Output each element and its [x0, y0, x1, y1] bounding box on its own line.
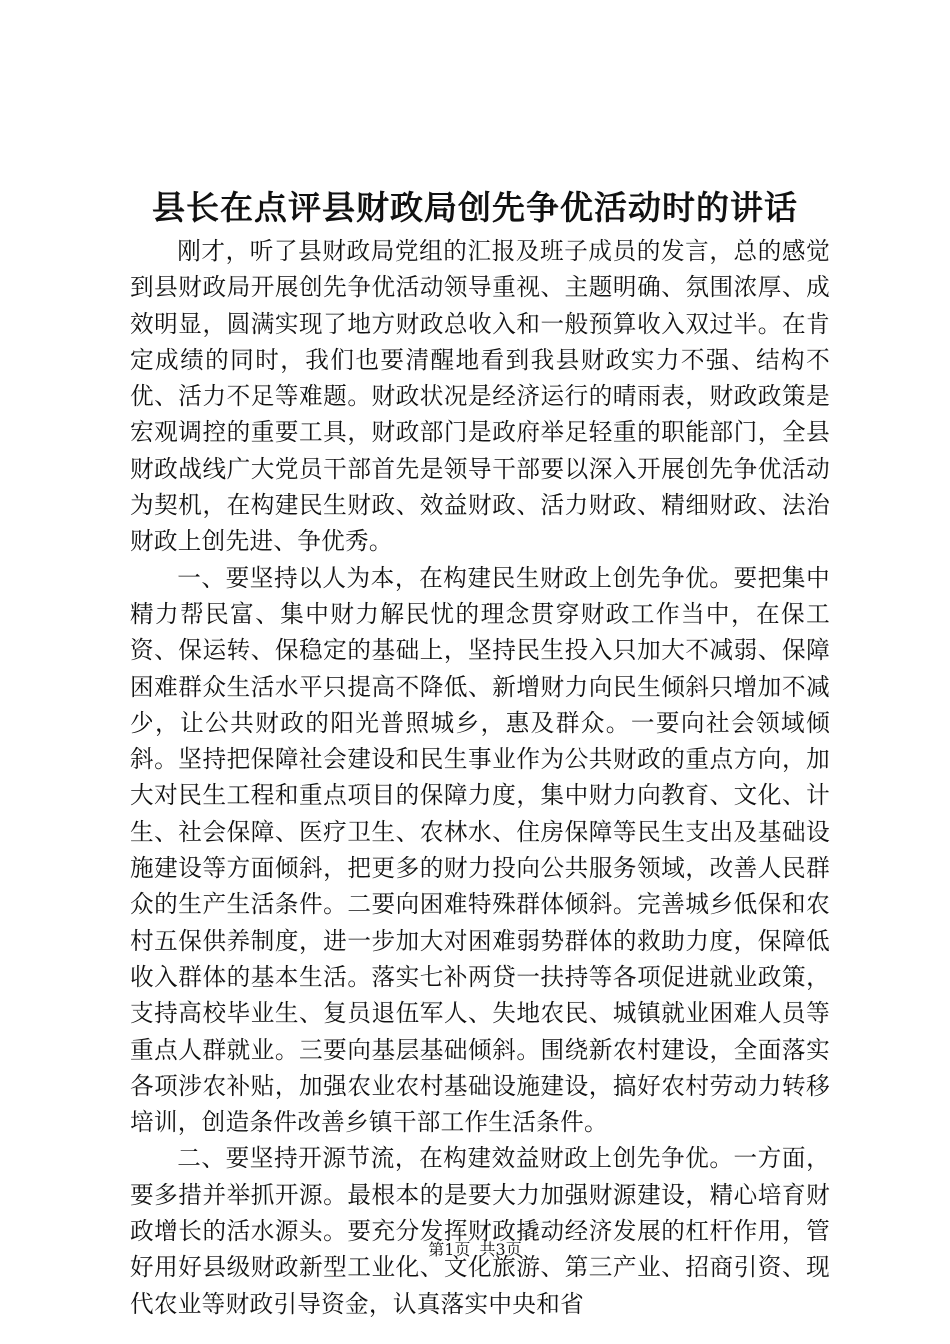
paragraph-intro: 刚才，听了县财政局党组的汇报及班子成员的发言，总的感觉到县财政局开展创先争优活动领导重视、主题明确、氛围浓厚、成效明显，圆满实现了地方财政总收入和一般预算收入双过半。在肯定成绩的同时，我们也要清醒地看到我县财政实力不强、结构不优、活力不足等难题。财政状况是经济运行的晴雨表，财政政策是宏观调控的重要工具，财政部门是政府举足轻重的职能部门，全县财政战线广大党员干部首先是领导干部要以深入开展创先争优活动为契机，在构建民生财政、效益财政、活力财政、精细财政、法治财政上创先进、争优秀。	[130, 237, 830, 556]
document-body	[130, 233, 830, 1322]
paragraph-section-one: 一、要坚持以人为本，在构建民生财政上创先争优。要把集中精力帮民富、集中财力解民忧的理念贯穿财政工作当中，在保工资、保运转、保稳定的基础上，坚持民生投入只加大不减弱、保障困难群众生活水平只提高不降低、新增财力向民生倾斜只增加不减少，让公共财政的阳光普照城乡，惠及群众。一要向社会领域倾斜。坚持把保障社会建设和民生事业作为公共财政的重点方向，加大对民生工程和重点项目的保障力度，集中财力向教育、文化、计生、社会保障、医疗卫生、农林水、住房保障等民生支出及基础设施建设等方面倾斜，把更多的财力投向公共服务领域，改善人民群众的生产生活条件。二要向困难特殊群体倾斜。完善城乡低保和农村五保供养制度，进一步加大对困难弱势群体的救助力度，保障低收入群体的基本生活。落实七补两贷一扶持等各项促进就业政策，支持高校毕业生、复员退伍军人、失地农民、城镇就业困难人员等重点人群就业。三要向基层基础倾斜。围绕新农村建设，全面落实各项涉农补贴，加强农业农村基础设施建设，搞好农村劳动力转移培训，创造条件改善乡镇干部工作生活条件。	[130, 563, 830, 1137]
page-total: 共3页	[479, 1240, 522, 1259]
document-title: 县长在点评县财政局创先争优活动时的讲话	[152, 188, 798, 227]
page-number: 第1页	[428, 1240, 471, 1259]
paragraph-section-two: 二、要坚持开源节流，在构建效益财政上创先争优。一方面，要多措并举抓开源。最根本的是要大力加强财源建设，精心培育财政增长的活水源头。要充分发挥财政撬动经济发展的杠杆作用，管好用好县级财政新型工业化、文化旅游、第三产业、招商引资、现代农业等财政引导资金，认真落实中央和省	[130, 1144, 830, 1318]
page-footer	[0, 1238, 950, 1262]
